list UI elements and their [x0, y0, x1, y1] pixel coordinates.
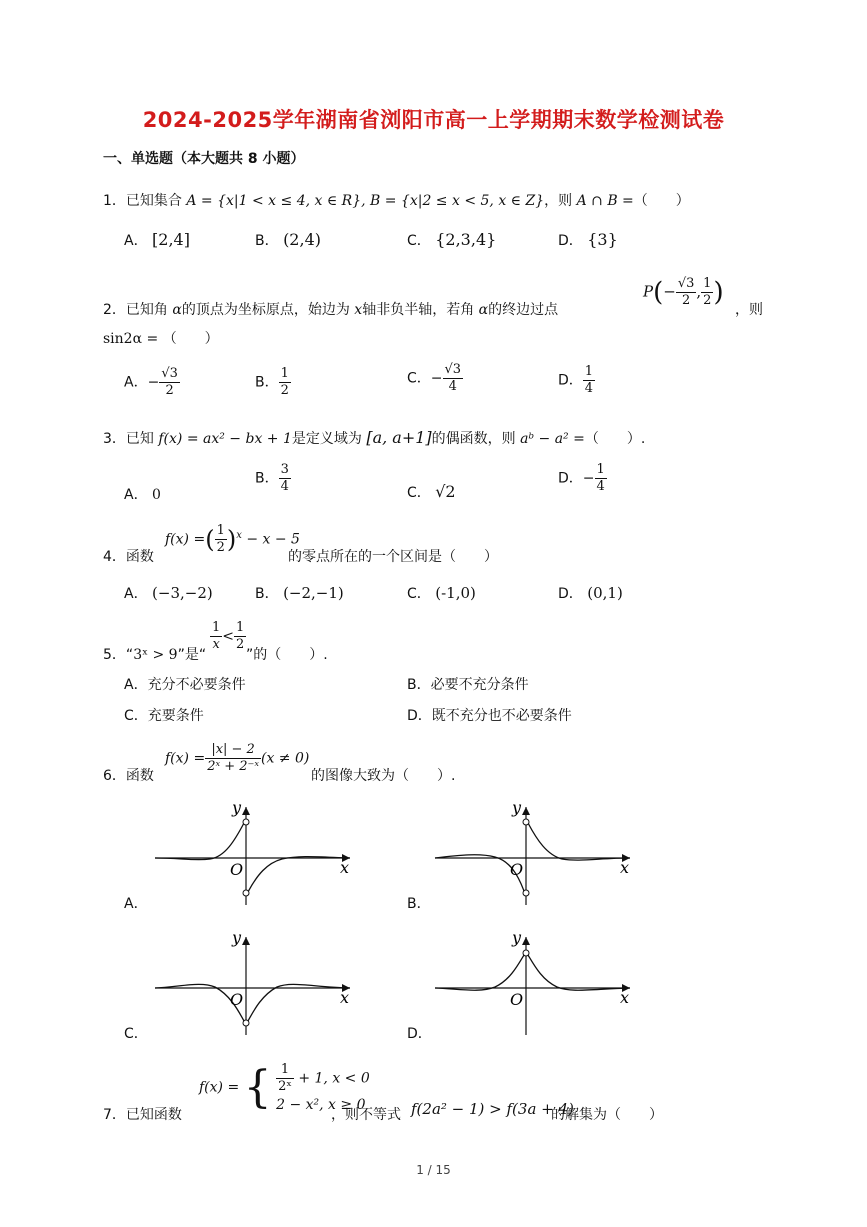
- piecewise-function: f(x) = { $\frac{1}{\text{2ˣ}}$ + 1, x < 0 2 − x², x ≥ 0: [199, 1061, 370, 1113]
- origin-label: O: [230, 860, 244, 879]
- axis-label-y: y: [232, 798, 242, 817]
- question-5: 5．“3ˣ > 9”是“: [103, 647, 207, 663]
- graph-b: [430, 795, 640, 910]
- axis-label-y: y: [512, 798, 522, 817]
- option-a[interactable]: A．− $\frac{√3}{2}$: [124, 366, 178, 398]
- axis-label-x: x: [340, 988, 350, 1007]
- origin-label: O: [230, 990, 244, 1009]
- question-text: 的零点所在的一个区间是（ ）: [288, 549, 498, 565]
- option-d[interactable]: D． $\frac{1}{4}$: [558, 364, 594, 396]
- axis-label-y: y: [512, 928, 522, 947]
- question-text: ，则: [544, 193, 573, 209]
- origin-label: O: [510, 860, 524, 879]
- option-c[interactable]: C． (-1,0): [407, 584, 476, 602]
- axis-label-x: x: [620, 858, 630, 877]
- option-c[interactable]: C．: [124, 1026, 148, 1042]
- option-a[interactable]: A．: [124, 896, 148, 912]
- question-4-lead: 4．函数: [103, 549, 154, 565]
- option-d[interactable]: D．− $\frac{1}{4}$: [558, 462, 605, 494]
- option-c[interactable]: C．− $\frac{√3}{4}$: [407, 362, 462, 394]
- option-c[interactable]: C． √2: [407, 482, 456, 501]
- function-expression: f(x) =( $\frac{1}{2}$ )$^x$ − x − 5: [165, 523, 300, 555]
- option-b[interactable]: B． (2,4): [255, 230, 321, 249]
- option-c[interactable]: C．充要条件: [124, 708, 204, 724]
- graph-d: [430, 925, 640, 1040]
- question-6-lead: 6．函数: [103, 768, 154, 784]
- option-d[interactable]: D．既不充分也不必要条件: [407, 708, 572, 724]
- option-b[interactable]: B． $\frac{1}{2}$: [255, 366, 289, 398]
- question-7-lead: 7．已知函数: [103, 1107, 182, 1123]
- option-d[interactable]: D． {3}: [558, 230, 618, 249]
- option-a[interactable]: A． 0: [124, 487, 161, 503]
- option-b[interactable]: B．: [407, 896, 431, 912]
- axis-label-x: x: [340, 858, 350, 877]
- option-b[interactable]: B． (−2,−1): [255, 584, 344, 602]
- origin-label: O: [510, 990, 524, 1009]
- option-a[interactable]: A． (−3,−2): [124, 584, 213, 602]
- option-d[interactable]: D．: [407, 1026, 432, 1042]
- question-text: 的图像大致为（ ）.: [311, 768, 456, 784]
- graph-c: [150, 925, 360, 1040]
- question-2-line-2: sin2α = （ ）: [103, 331, 219, 347]
- section-heading: 一、单选题（本大题共 8 小题）: [103, 151, 305, 167]
- option-b[interactable]: B． $\frac{3}{4}$: [255, 462, 289, 494]
- axis-label-x: x: [620, 988, 630, 1007]
- point-p: P(− $\frac{√3}{2}$ , $\frac{1}{2}$ ): [643, 276, 724, 308]
- inequality-expression: $\frac{1}{x}$ < $\frac{1}{2}$: [212, 620, 245, 652]
- question-text: ，则: [735, 302, 763, 318]
- option-b[interactable]: B．必要不充分条件: [407, 677, 529, 693]
- option-c[interactable]: C． {2,3,4}: [407, 230, 497, 249]
- question-text: ，则不等式: [331, 1107, 401, 1123]
- answer-paren: （ ）: [633, 193, 690, 209]
- function-expression: f(x) = $\frac{|x| - 2}{\text{2ˣ + 2⁻ˣ}}$ (x ≠ 0): [165, 742, 310, 774]
- expression: A ∩ B =: [576, 193, 634, 209]
- question-1: [103, 190, 690, 210]
- question-text: 的解集为（ ）: [551, 1107, 663, 1123]
- question-text: ”的（ ）.: [246, 647, 328, 663]
- set-definition: A = {x|1 < x ≤ 4, x ∈ R}, B = {x|2 ≤ x < 5, x ∈ Z}: [186, 193, 545, 209]
- option-a[interactable]: A． [2,4]: [124, 230, 190, 249]
- page-title: 2024-2025学年湖南省浏阳市高一上学期期末数学检测试卷: [142, 108, 725, 132]
- axis-label-y: y: [232, 928, 242, 947]
- option-a[interactable]: A．充分不必要条件: [124, 677, 246, 693]
- inequality-expression: f(2a² − 1) > f(3a + 4): [411, 1100, 574, 1118]
- page-number: 1 / 15: [416, 1163, 451, 1177]
- question-3: 3．已知 f(x) = ax² − bx + 1是定义域为 [a, a+1]的偶函数，则 aᵇ − a² =（ ）.: [103, 428, 646, 447]
- question-text: 已知集合: [125, 193, 182, 209]
- question-2: 2．已知角 α的顶点为坐标原点，始边为 x轴非负半轴，若角 α的终边过点: [103, 302, 559, 318]
- question-number: 1．: [103, 193, 126, 209]
- option-d[interactable]: D． (0,1): [558, 584, 623, 602]
- graph-a: [150, 795, 360, 910]
